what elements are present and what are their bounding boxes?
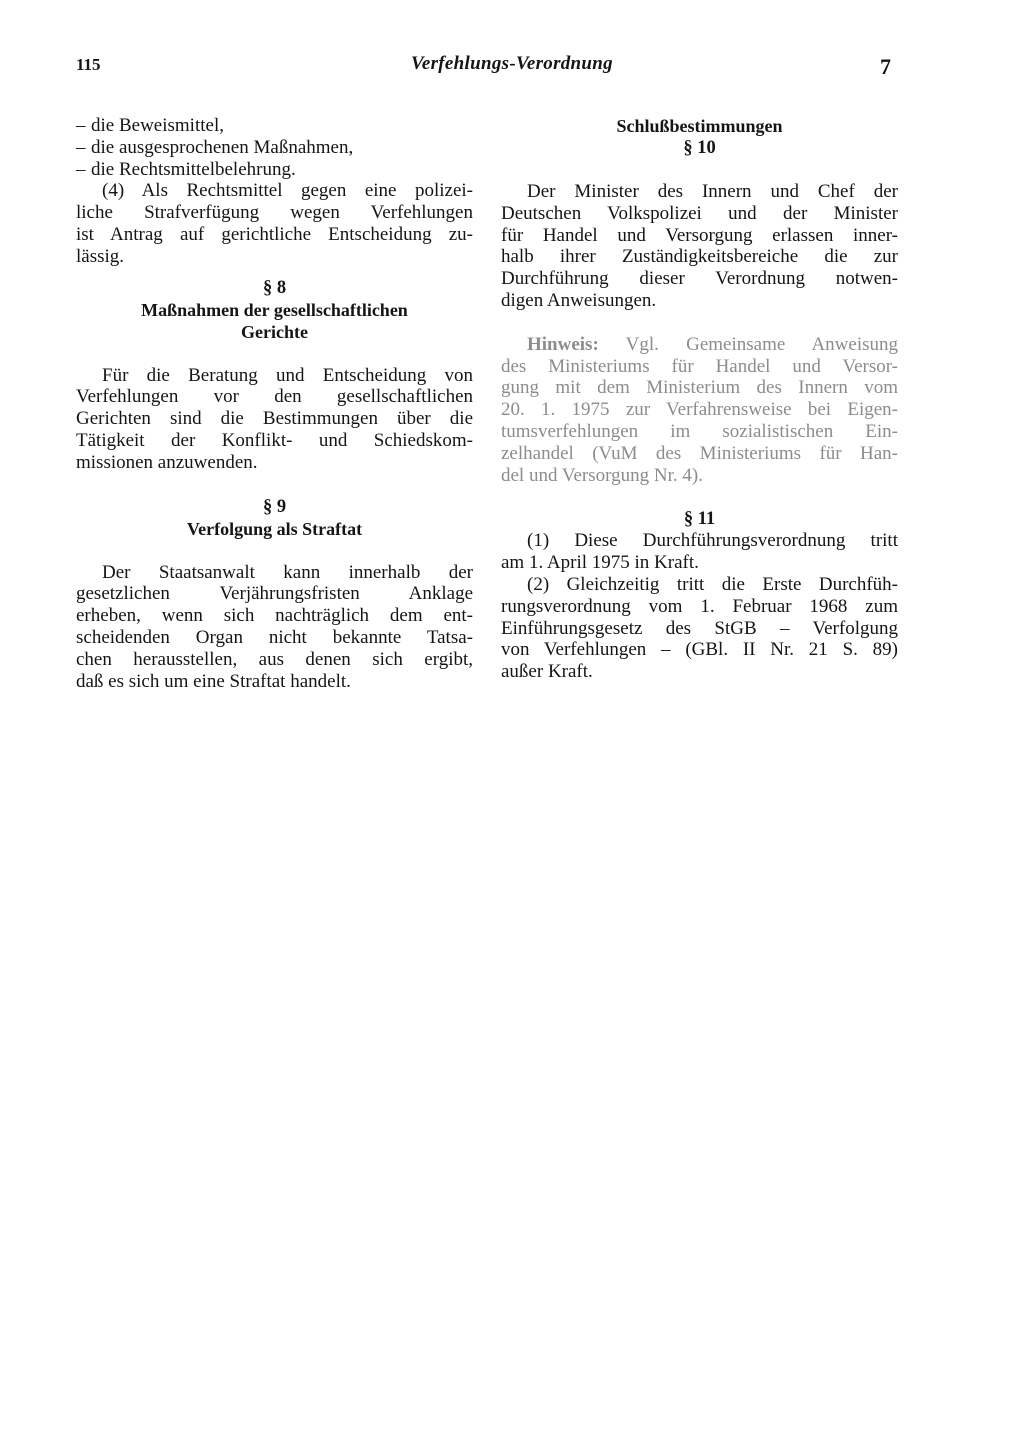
note-text: Vgl. Gemeinsame Anweisung (625, 333, 898, 355)
page-number: 115 (76, 55, 101, 74)
text-line: daß es sich um eine Straftat handelt. (76, 670, 351, 692)
list-item: – die Rechtsmittelbelehrung. (76, 159, 473, 181)
text-line: außer Kraft. (501, 661, 593, 683)
section-8-title: Maßnahmen der gesellschaftlichen (141, 299, 408, 320)
text-line: gesetzlichen Verjährungsfristen Anklage (76, 583, 473, 605)
list-item: – die ausgesprochenen Maßnahmen, (76, 137, 473, 159)
text-line: lässig. (76, 245, 125, 267)
list-item: – die Beweismittel, (76, 115, 473, 137)
text-line: Gerichten sind die Bestimmungen über die (76, 408, 473, 430)
section-11-body (501, 530, 898, 683)
text-line: tumsverfehlungen im sozialistischen Ein- (501, 420, 898, 442)
section-8-title: Gerichte (241, 321, 308, 342)
text-line: chen herausstellen, aus denen sich ergibt, (76, 648, 473, 670)
text-line: halb ihrer Zuständigkeitsbereiche die zur (501, 246, 898, 268)
text-line: am 1. April 1975 in Kraft. (501, 552, 699, 574)
section-8-number: § 8 (262, 277, 287, 298)
section-9-title: Verfolgung als Straftat (186, 518, 363, 539)
text-line: gung mit dem Ministerium des Innern vom (501, 377, 898, 399)
text-line: Tätigkeit der Konflikt- und Schiedskom- (76, 429, 473, 451)
section-11-number: § 11 (683, 509, 716, 530)
section-9-body (76, 562, 473, 693)
note-first-line (501, 334, 898, 356)
text-line: des Ministeriums für Handel und Versor- (501, 355, 898, 377)
text-line: Der Minister des Innern und Chef der (527, 181, 898, 202)
text-line: 20. 1. 1975 zur Verfahrensweise bei Eigen- (501, 399, 898, 421)
text-line: (2) Gleichzeitig tritt die Erste Durchfüh- (527, 573, 898, 595)
text-line: digen Anweisungen. (501, 289, 657, 311)
right-column (501, 115, 898, 683)
text-line: zelhandel (VuM des Ministeriums für Han- (501, 442, 898, 464)
section-number: 7 (880, 54, 891, 79)
text-line: Einführungsgesetz des StGB – Verfolgung (501, 617, 898, 639)
text-line: scheidenden Organ nicht bekannte Tatsa- (76, 626, 473, 648)
section-10-body (501, 181, 898, 312)
text-line: von Verfehlungen – (GBl. II Nr. 21 S. 89) (501, 639, 898, 661)
text-line: del und Versorgung Nr. 4). (501, 464, 703, 486)
paragraph-4 (76, 180, 473, 267)
running-title: Verfehlungs-Verordnung (411, 53, 613, 74)
text-line: liche Strafverfügung wegen Verfehlungen (76, 202, 473, 224)
text-line: Deutschen Volkspolizei und der Minister (501, 202, 898, 224)
text-line: missionen anzuwenden. (76, 451, 258, 473)
text-line: Durchführung dieser Verordnung notwen- (501, 268, 898, 290)
text-line: erheben, wenn sich nachträglich dem ent- (76, 605, 473, 627)
text-line: für Handel und Versorgung erlassen inner- (501, 224, 898, 246)
text-line: Verfehlungen vor den gesellschaftlichen (76, 386, 473, 408)
text-line: ist Antrag auf gerichtliche Entscheidung zu- (76, 223, 473, 245)
text-line: Der Staatsanwalt kann innerhalb der (102, 561, 473, 583)
note-label: Hinweis: (527, 333, 599, 355)
section-9-number: § 9 (262, 496, 287, 517)
text-line: (4) Als Rechtsmittel gegen eine polizei- (102, 180, 473, 202)
text-line: rungsverordnung vom 1. Februar 1968 zum (501, 595, 898, 617)
text-line: (1) Diese Durchführungsverordnung tritt (527, 530, 898, 552)
note-block (501, 334, 898, 487)
final-provisions-heading: Schlußbestimmungen (616, 116, 783, 136)
section-8-body (76, 365, 473, 474)
section-10-number: § 10 (683, 138, 716, 158)
left-column (76, 115, 473, 692)
text-line: Für die Beratung und Entscheidung von (102, 364, 473, 386)
